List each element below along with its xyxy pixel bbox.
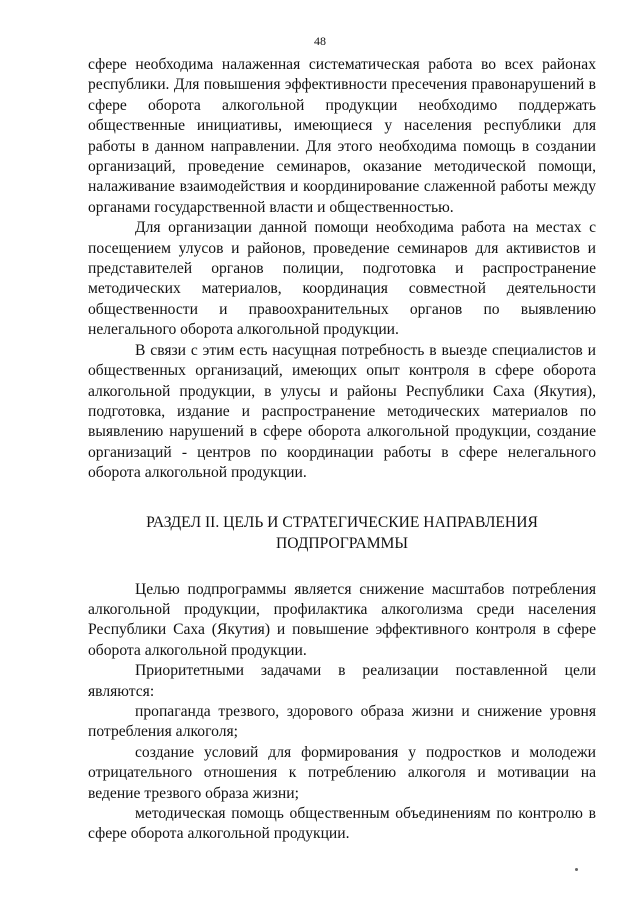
task-item: создание условий для формирования у подростков и молодежи отрицательного отношения к потреблению алкоголя и мотивации на ведение трезвого образа жизни; [88,743,596,802]
intro-paragraph: сфере необходима налаженная систематическая работа во всех районах республики. Для повышения эффективности пресечения правонарушений в сфере оборота алкогольной продукции необходимо поддержать общественные инициативы, имеющиеся у населения республики для работы в данном направлении. Для этого необходима помощь в создании организаций, проведение семинаров, оказание методической помощи, налаживание взаимодействия и координирование слаженной работы между органами государственной власти и общественностью. [88,56,596,216]
section-heading-line: РАЗДЕЛ II. ЦЕЛЬ И СТРАТЕГИЧЕСКИЕ НАПРАВЛЕНИЯ [146,513,538,531]
intro-paragraph: Для организации данной помощи необходима работа на местах с посещением улусов и районов, проведение семинаров для активистов и представителей органов полиции, подготовка и распространение методических материалов, координация совместной деятельности общественности и правоохранительных органов по выявлению нелегального оборота алкогольной продукции. [88,219,596,339]
page-number: 48 [314,34,326,48]
section-heading-line: ПОДПРОГРАММЫ [275,534,409,552]
goal-paragraph: Приоритетными задачами в реализации поставленной цели являются: [88,662,596,700]
task-item: пропаганда трезвого, здорового образа жизни и снижение уровня потребления алкоголя; [88,702,596,741]
document-body [88,55,596,845]
section-heading [88,512,596,554]
task-item: методическая помощь общественным объединениям по контролю в сфере оборота алкогольной продукции. [88,805,596,843]
intro-paragraph: В связи с этим есть насущная потребность в выезде специалистов и общественных организаций, имеющих опыт контроля в сфере оборота алкогольной продукции, в улусы и районы Республики Саха (Якутия), подготовка, издание и распространение методических материалов по выявлению нарушений в сфере оборота алкогольной продукции, создание организаций - центров по координации работы в сфере нелегального оборота алкогольной продукции. [88,341,596,482]
scan-dot-mark [575,868,578,871]
task-list [88,702,596,845]
goal-paragraph: Целью подпрограммы является снижение масштабов потребления алкогольной продукции, профилактика алкоголизма среди населения Республики Саха (Якутия) и повышение эффективного контроля в сфере оборота алкогольной продукции. [88,580,596,659]
